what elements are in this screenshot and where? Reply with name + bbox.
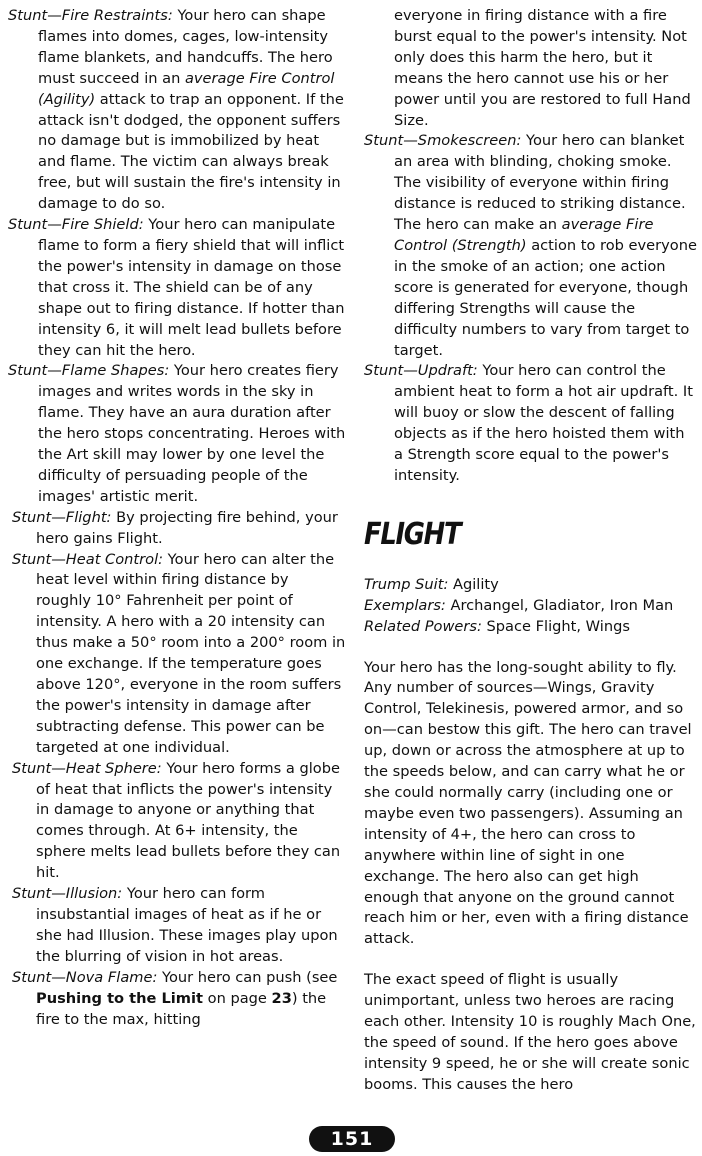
stunt-text-cont: action to rob everyone in the smoke of an action; one action score is generated for everyone, though differing Strengths will cause the difficulty numbers to vary from target to target. <box>394 236 697 359</box>
page-reference: 23 <box>271 989 292 1007</box>
meta-value: Agility <box>448 575 499 593</box>
meta-exemplars <box>364 596 698 617</box>
continuation-text: everyone in firing distance with a fire burst equal to the power's intensity. Not only does this harm the hero, but it means the hero cannot use his or her power until you are restored to full Hand Size. <box>394 7 691 129</box>
stunt-text: By projecting fire behind, your hero gains Flight. <box>36 508 338 547</box>
stunt-label: Stunt—Heat Control: <box>12 550 164 568</box>
meta-related-powers <box>364 617 698 638</box>
stunt-italic-text: average Fire Control (Strength) <box>394 216 654 254</box>
body-paragraph: The exact speed of flight is usually unimportant, unless two heroes are racing each other. Intensity 10 is roughly Mach One, the speed of sound. If the hero goes above intensity 9 speed, he or she will create sonic booms. This causes the hero <box>364 971 696 1093</box>
stunt-text-cont: ) the fire to the max, hitting <box>36 989 327 1028</box>
stunt-fire-shield <box>8 215 348 361</box>
stunt-text: Your hero can manipulate flame to form a fiery shield that will inflict the power's intensity in damage on those that cross it. The shield can be of any shape out to firing distance. If hotter than intensity 6, it will melt lead bullets before they can hit the hero. <box>38 216 345 359</box>
stunt-label: Stunt—Fire Shield: <box>8 216 144 234</box>
stunt-text: Your hero can push (see <box>157 968 338 986</box>
meta-label: Related Powers: <box>364 617 482 635</box>
stunt-label: Stunt—Heat Sphere: <box>12 759 162 777</box>
stunt-text: Your hero can control the ambient heat to form a hot air updraft. It will buoy or slow the descent of falling objects as if the hero hoisted them with a Strength score equal to the power's intensity. <box>394 362 693 484</box>
stunt-label: Stunt—Illusion: <box>12 885 123 903</box>
stunt-fire-restraints <box>8 6 348 215</box>
page-number-badge: 151 <box>309 1126 395 1152</box>
right-column <box>364 6 698 1096</box>
stunt-heat-control <box>8 550 348 759</box>
meta-value: Archangel, Gladiator, Iron Man <box>445 596 674 614</box>
stunt-label: Stunt—Nova Flame: <box>12 968 158 986</box>
body-paragraph: Your hero has the long-sought ability to fly. Any number of sources—Wings, Gravity Control, Telekinesis, powered armor, and so on—can bestow this gift. The hero can travel up, down or across the atmosphere at up to the speeds below, and can carry what he or she could normally carry (including one or maybe even two passengers). Assuming an intensity of 4+, the hero can cross to anywhere within line of sight in one exchange. The hero also can get high enough that anyone on the ground cannot reach him or her, even with a firing distance attack. <box>364 658 692 948</box>
stunt-text-cont: attack to trap an opponent. If the attack isn't dodged, the opponent suffers no damage but is immobilized by heat and flame. The victim can always break free, but will sustain the fire's intensity in damage to do so. <box>38 90 344 213</box>
stunt-label: Stunt—Flame Shapes: <box>8 362 170 380</box>
stunt-flame-shapes <box>8 361 348 507</box>
stunt-text-cont: on page <box>203 989 272 1007</box>
stunt-text: Your hero forms a globe of heat that inflicts the power's intensity in damage to anyone or anything that comes through. At 6+ intensity, the sphere melts lead bullets before they can hit. <box>36 759 341 882</box>
stunt-text: Your hero can form insubstantial images of heat as if he or she had Illusion. These images play upon the blurring of vision in hot areas. <box>36 885 338 965</box>
stunt-text: Your hero creates fiery images and writes words in the sky in flame. They have an aura duration after the hero stops concentrating. Heroes with the Art skill may lower by one level the difficulty of persuading people of the images' artistic merit. <box>38 362 346 505</box>
power-meta <box>364 575 698 638</box>
stunt-italic-text: average Fire Control (Agility) <box>38 69 335 108</box>
stunt-text: Your hero can blanket an area with blinding, choking smoke. The visibility of everyone within firing distance is reduced to striking distance. The hero can make an <box>394 132 686 234</box>
meta-trump-suit <box>364 575 698 596</box>
meta-value: Space Flight, Wings <box>481 617 630 635</box>
stunt-heat-sphere <box>8 759 348 884</box>
stunt-smokescreen <box>364 131 698 361</box>
stunt-illusion <box>8 884 348 968</box>
stunt-flight <box>8 508 348 550</box>
stunt-label: Stunt—Fire Restraints: <box>8 7 173 24</box>
stunt-label: Stunt—Updraft: <box>364 362 478 380</box>
meta-label: Exemplars: <box>364 596 446 614</box>
stunt-nova-flame <box>8 968 348 1031</box>
stunt-label: Stunt—Flight: <box>12 508 112 526</box>
stunt-label: Stunt—Smokescreen: <box>364 132 522 150</box>
section-heading: FLIGHT <box>364 516 461 552</box>
cross-reference: Pushing to the Limit <box>36 989 203 1007</box>
stunt-updraft <box>364 361 698 486</box>
stunt-text: Your hero can shape flames into domes, cages, low-intensity flame blankets, and handcuffs. The hero must succeed in an <box>38 7 333 87</box>
meta-label: Trump Suit: <box>364 575 449 593</box>
left-column <box>8 6 348 1030</box>
stunt-text: Your hero can alter the heat level within firing distance by roughly 10° Fahrenheit per point of intensity. A hero with a 20 intensity can thus make a 50° room into a 200° room in one exchange. If the temperature goes above 120°, everyone in the room suffers the power's intensity in damage after subtracting defense. This power can be targeted at one individual. <box>36 550 346 756</box>
